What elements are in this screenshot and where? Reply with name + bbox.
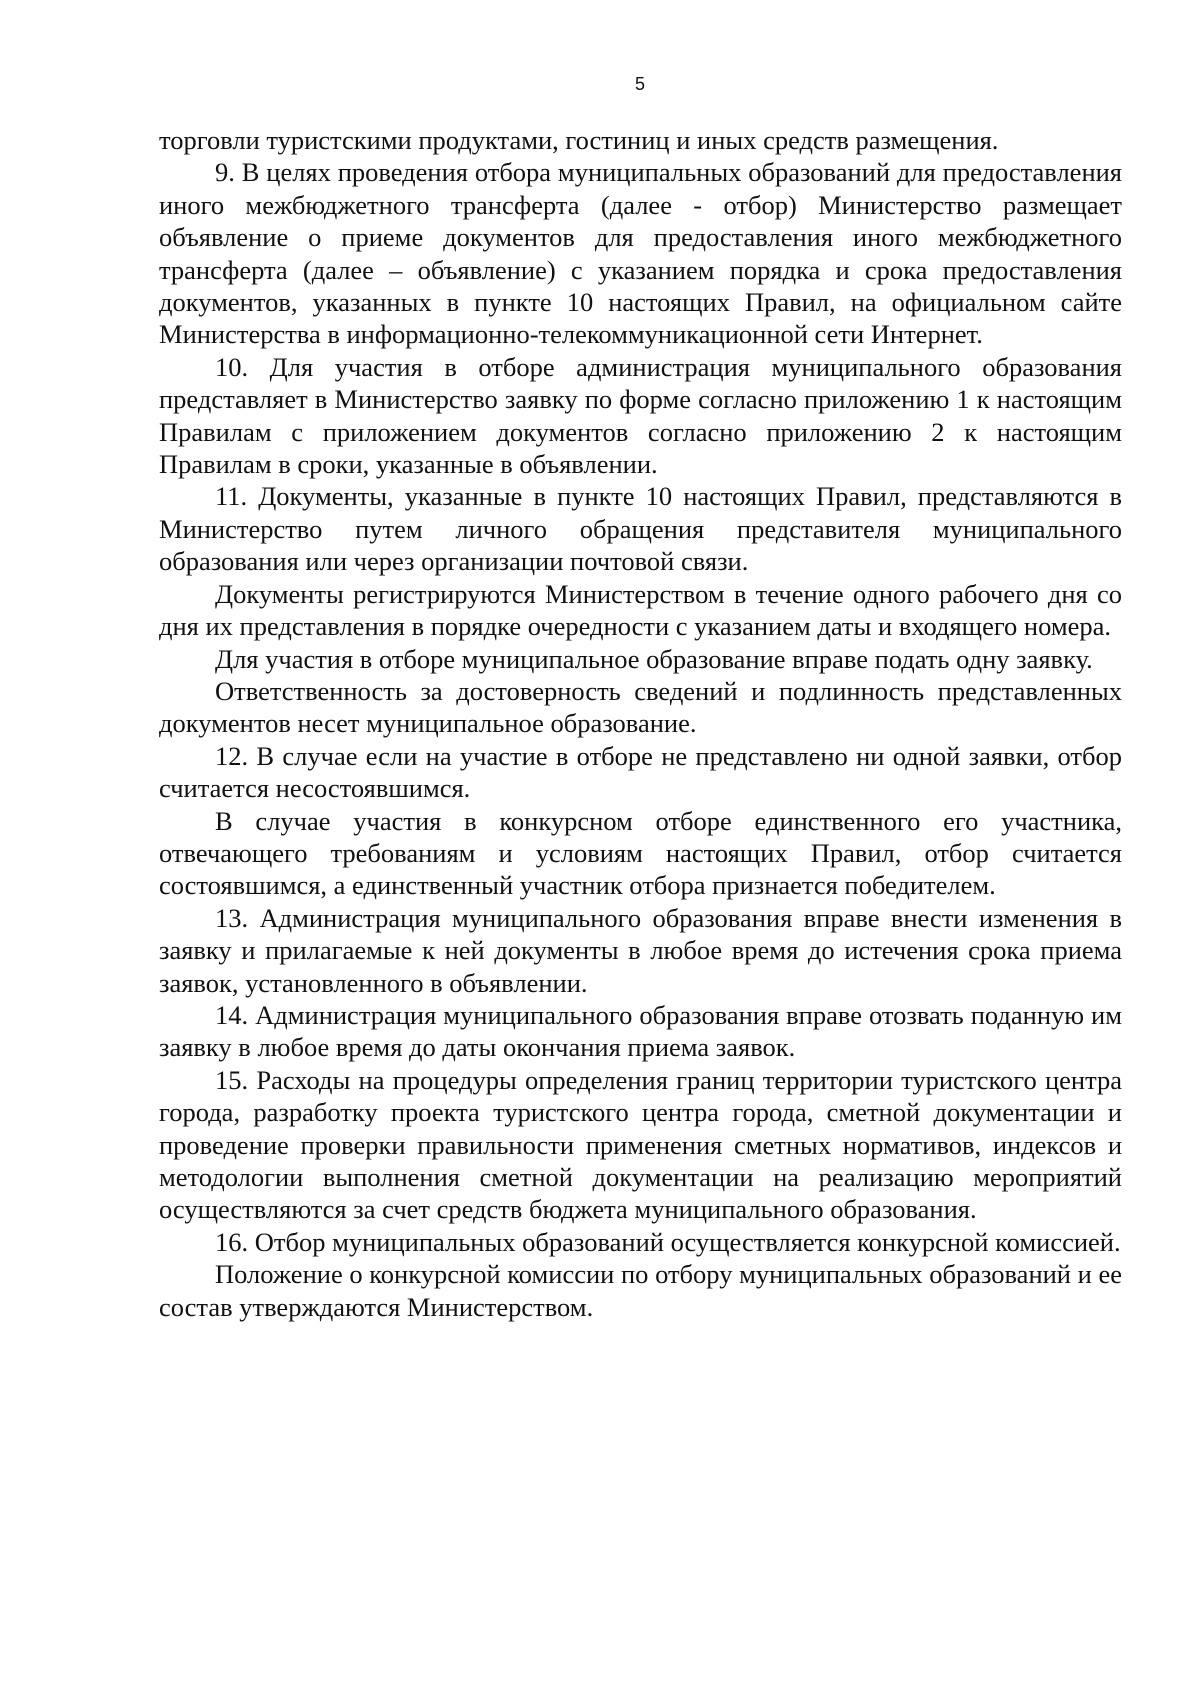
paragraph-item-11: 11. Документы, указанные в пункте 10 настоящих Правил, представляются в Министерство путем личного обращения представителя муниципального образования или через организации почтовой связи.	[159, 481, 1122, 577]
paragraph-item-9: 9. В целях проведения отбора муниципальных образований для предоставления иного межбюджетного трансферта (далее - отбор) Министерство размещает объявление о приеме документов для предоставления иного межбюджетного трансферта (далее – объявление) с указанием порядка и срока предоставления документов, указанных в пункте 10 настоящих Правил, на официальном сайте Министерства в информационно-телекоммуникационной сети Интернет.	[159, 157, 1122, 350]
paragraph-item-10: 10. Для участия в отборе администрация муниципального образования представляет в Министерство заявку по форме согласно приложению 1 к настоящим Правилам с приложением документов согласно приложению 2 к настоящим Правилам в сроки, указанные в объявлении.	[159, 351, 1122, 480]
paragraph-continuation: торговли туристскими продуктами, гостиниц и иных средств размещения.	[159, 125, 999, 155]
paragraph-one-application: Для участия в отборе муниципальное образование вправе подать одну заявку.	[215, 643, 1093, 674]
paragraph-single-participant: В случае участия в конкурсном отборе единственного его участника, отвечающего требованиям и условиям настоящих Правил, отбор считается состоявшимся, а единственный участник отбора признается победителем.	[159, 805, 1122, 901]
page-number: 5	[634, 74, 645, 94]
paragraph-item-12: 12. В случае если на участие в отборе не представлено ни одной заявки, отбор считается несостоявшимся.	[159, 740, 1122, 804]
paragraph-item-16: 16. Отбор муниципальных образований осуществляется конкурсной комиссией.	[215, 1226, 1121, 1257]
paragraph-item-15: 15. Расходы на процедуры определения границ территории туристского центра города, разработку проекта туристского центра города, сметной документации и проведение проверки правильности применения сметных нормативов, индексов и методологии выполнения сметной документации на реализацию мероприятий осуществляются за счет средств бюджета муниципального образования.	[159, 1064, 1122, 1225]
paragraph-commission-regulation: Положение о конкурсной комиссии по отбору муниципальных образований и ее состав утверждаются Министерством.	[159, 1259, 1122, 1322]
document-body	[159, 124, 1122, 1323]
paragraph-item-13: 13. Администрация муниципального образования вправе внести изменения в заявку и прилагаемые к ней документы в любое время до истечения срока приема заявок, установленного в объявлении.	[159, 902, 1122, 998]
paragraph-item-14: 14. Администрация муниципального образования вправе отозвать поданную им заявку в любое время до даты окончания приема заявок.	[159, 999, 1122, 1063]
paragraph-registration: Документы регистрируются Министерством в течение одного рабочего дня со дня их представления в порядке очередности с указанием даты и входящего номера.	[159, 578, 1122, 642]
paragraph-responsibility: Ответственность за достоверность сведений и подлинность представленных документов несет муниципальное образование.	[159, 675, 1122, 739]
